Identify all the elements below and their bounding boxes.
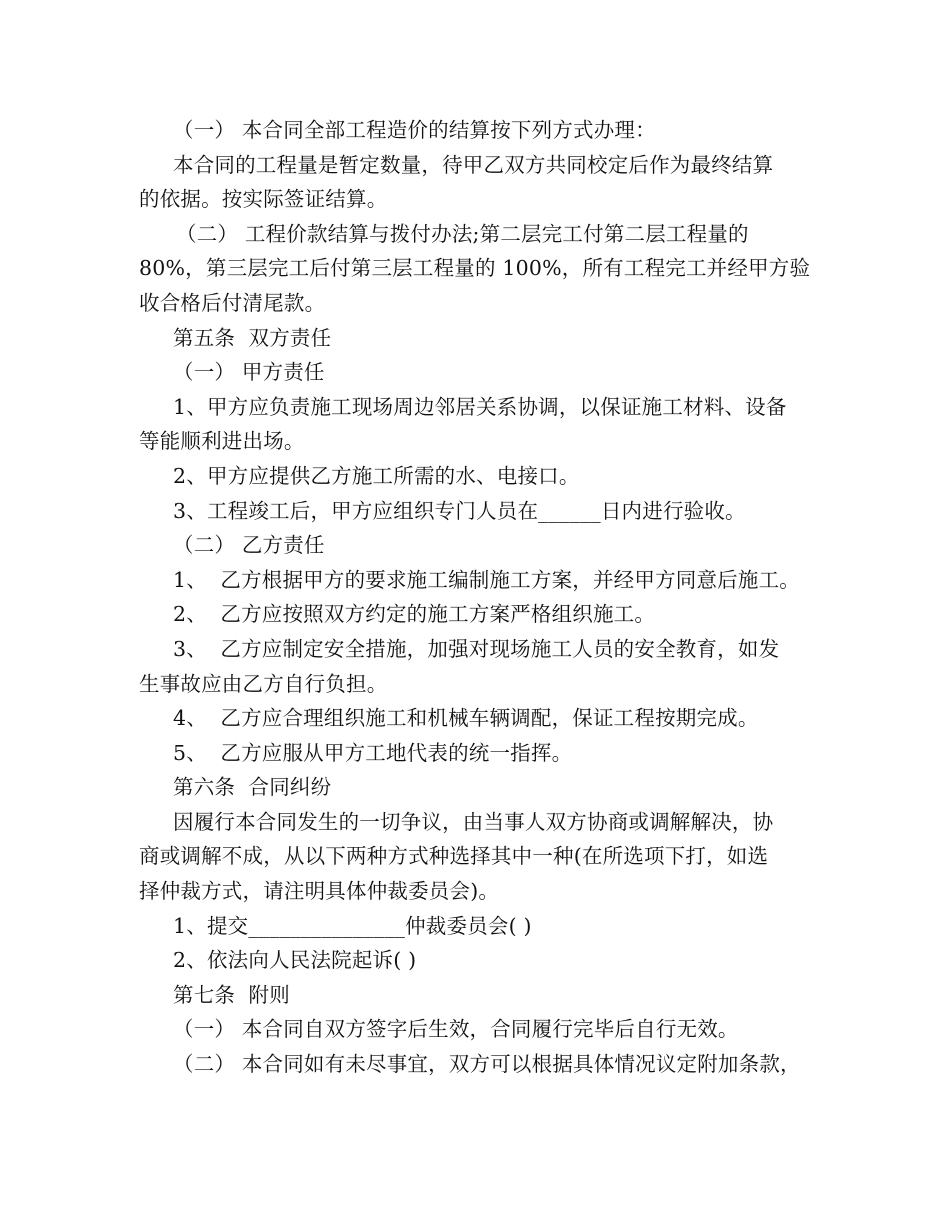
article-7-heading: 第七条 附则 xyxy=(173,982,290,1007)
dispute-text-cont2: 择仲裁方式，请注明具体仲裁委员会)。 xyxy=(139,879,500,904)
party-b-item-3-cont: 生事故应由乙方自行负担。 xyxy=(139,671,388,696)
payment-method-text: （二） 工程价款结算与拨付办法;第二层完工付第二层工程量的 xyxy=(176,221,749,246)
dispute-text-cont: 商或调解不成，从以下两种方式种选择其中一种(在所选项下打，如选 xyxy=(139,844,769,869)
article-5-heading: 第五条 双方责任 xyxy=(173,325,332,350)
provisional-quantity-text: 本合同的工程量是暂定数量，待甲乙双方共同校定后作为最终结算 xyxy=(173,152,774,177)
party-b-item-3: 3、 乙方应制定安全措施，加强对现场施工人员的安全教育，如发 xyxy=(173,636,780,661)
party-b-item-5: 5、 乙方应服从甲方工地代表的统一指挥。 xyxy=(173,740,573,765)
party-a-responsibility-heading: （一） 甲方责任 xyxy=(173,360,325,385)
party-b-responsibility-heading: （二） 乙方责任 xyxy=(173,533,325,558)
settlement-method-heading: （一） 本合同全部工程造价的结算按下列方式办理： xyxy=(173,118,656,142)
document-page xyxy=(139,113,811,1082)
party-a-item-3: 3、工程竣工后，甲方应组织专门人员在______日内进行验收。 xyxy=(173,498,746,523)
supplementary-item-2: （二） 本合同如有未尽事宜，双方可以根据具体情况议定附加条款， xyxy=(173,1052,801,1077)
payment-method-text-cont2: 收合格后付清尾款。 xyxy=(139,290,326,315)
party-a-item-1: 1、甲方应负责施工现场周边邻居关系协调，以保证施工材料、设备 xyxy=(173,394,787,419)
provisional-quantity-text-cont: 的依据。按实际签证结算。 xyxy=(139,187,388,212)
party-b-item-4: 4、 乙方应合理组织施工和机械车辆调配，保证工程按期完成。 xyxy=(173,706,759,731)
party-a-item-2: 2、甲方应提供乙方施工所需的水、电接口。 xyxy=(173,463,580,488)
payment-method-text-cont: 80%，第三层完工后付第三层工程量的 100%，所有工程完工并经甲方验 xyxy=(139,256,811,281)
dispute-text: 因履行本合同发生的一切争议，由当事人双方协商或调解解决，协 xyxy=(173,809,774,834)
article-6-heading: 第六条 合同纠纷 xyxy=(173,775,332,800)
supplementary-item-1: （一） 本合同自双方签字后生效，合同履行完毕后自行无效。 xyxy=(173,1017,739,1042)
party-b-item-2: 2、 乙方应按照双方约定的施工方案严格组织施工。 xyxy=(173,602,656,627)
party-b-item-1: 1、 乙方根据甲方的要求施工编制施工方案，并经甲方同意后施工。 xyxy=(173,567,800,592)
dispute-option-2: 2、依法向人民法院起诉( ) xyxy=(173,948,417,973)
party-a-item-1-cont: 等能顺利进出场。 xyxy=(139,429,305,454)
dispute-option-1: 1、提交_______________仲裁委员会( ) xyxy=(173,913,532,938)
